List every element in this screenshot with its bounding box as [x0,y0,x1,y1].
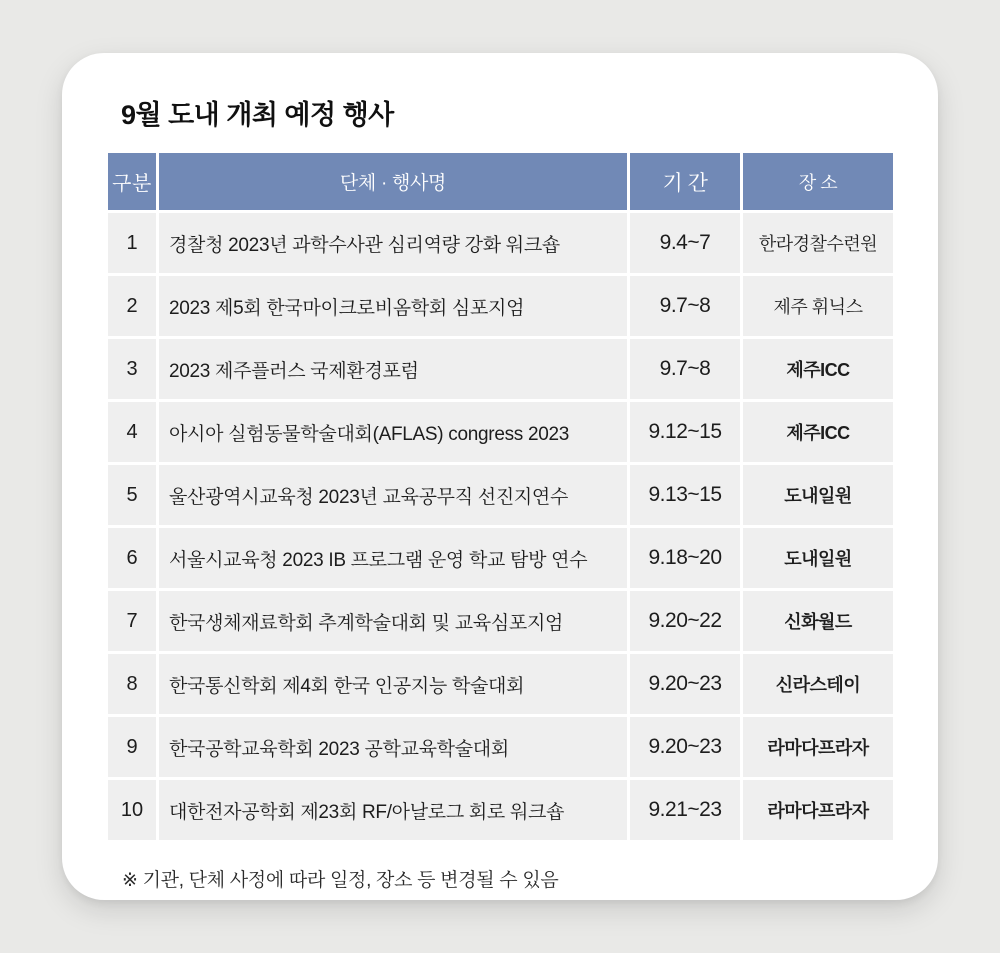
event-period: 9.7~8 [630,339,740,399]
event-name: 대한전자공학회 제23회 RF/아날로그 회로 워크숍 [159,780,627,840]
event-period: 9.21~23 [630,780,740,840]
event-period: 9.12~15 [630,402,740,462]
column-header-event: 단체 · 행사명 [159,153,627,210]
event-name: 2023 제5회 한국마이크로비옴학회 심포지엄 [159,276,627,336]
event-period: 9.18~20 [630,528,740,588]
event-period: 9.20~23 [630,717,740,777]
event-name: 아시아 실험동물학술대회(AFLAS) congress 2023 [159,402,627,462]
event-venue: 한라경찰수련원 [743,213,893,273]
row-number: 4 [108,402,156,462]
event-period: 9.13~15 [630,465,740,525]
event-period: 9.20~23 [630,654,740,714]
event-venue: 라마다프라자 [743,717,893,777]
row-number: 1 [108,213,156,273]
event-venue: 신화월드 [743,591,893,651]
event-venue: 신라스테이 [743,654,893,714]
events-card [62,53,938,900]
row-number: 3 [108,339,156,399]
column-header-period: 기 간 [630,153,740,210]
row-number: 8 [108,654,156,714]
column-header-venue: 장 소 [743,153,893,210]
page-title: 9월 도내 개최 예정 행사 [121,100,394,130]
event-period: 9.20~22 [630,591,740,651]
row-number: 10 [108,780,156,840]
event-venue: 도내일원 [743,465,893,525]
event-venue: 제주ICC [743,402,893,462]
event-name: 울산광역시교육청 2023년 교육공무직 선진지연수 [159,465,627,525]
event-venue: 라마다프라자 [743,780,893,840]
event-name: 한국통신학회 제4회 한국 인공지능 학술대회 [159,654,627,714]
event-name: 서울시교육청 2023 IB 프로그램 운영 학교 탐방 연수 [159,528,627,588]
row-number: 9 [108,717,156,777]
row-number: 7 [108,591,156,651]
row-number: 5 [108,465,156,525]
event-period: 9.4~7 [630,213,740,273]
event-venue: 제주 휘닉스 [743,276,893,336]
event-name: 경찰청 2023년 과학수사관 심리역량 강화 워크숍 [159,213,627,273]
column-header-no: 구분 [108,153,156,210]
event-venue: 제주ICC [743,339,893,399]
event-venue: 도내일원 [743,528,893,588]
row-number: 6 [108,528,156,588]
event-name: 한국공학교육학회 2023 공학교육학술대회 [159,717,627,777]
event-name: 한국생체재료학회 추계학술대회 및 교육심포지엄 [159,591,627,651]
row-number: 2 [108,276,156,336]
event-name: 2023 제주플러스 국제환경포럼 [159,339,627,399]
events-table [108,153,893,840]
event-period: 9.7~8 [630,276,740,336]
footnote: ※ 기관, 단체 사정에 따라 일정, 장소 등 변경될 수 있음 [122,870,559,891]
